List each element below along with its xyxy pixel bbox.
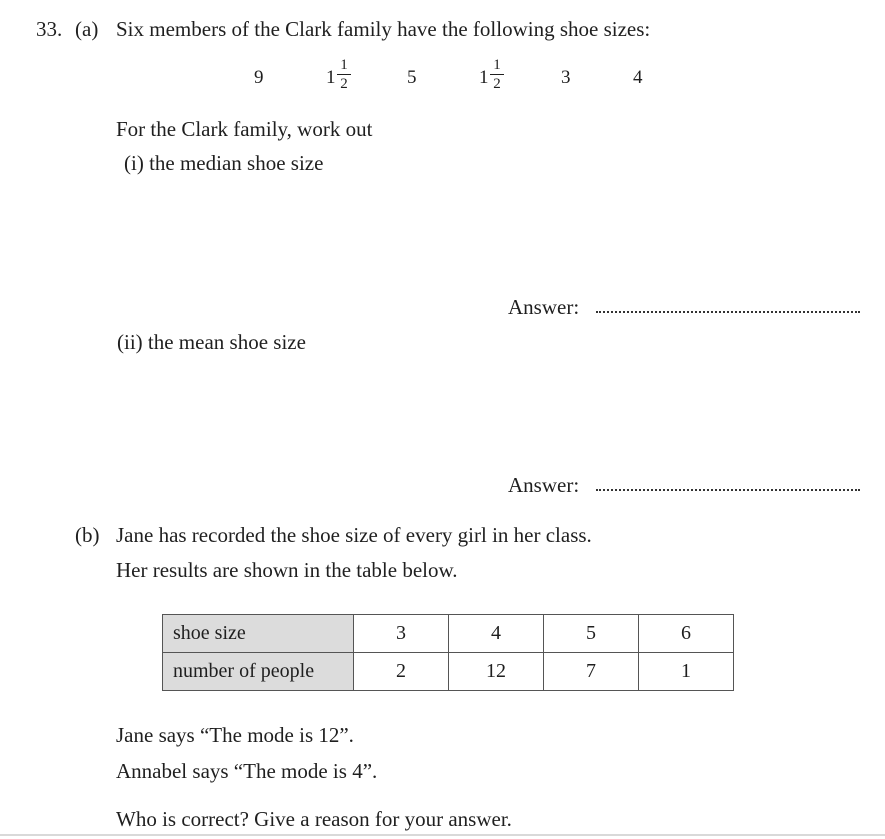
question-number: 33. bbox=[36, 17, 63, 41]
shoe-size-value: 4 bbox=[633, 67, 643, 88]
final-question: Who is correct? Give a reason for your answer. bbox=[116, 807, 512, 831]
shoe-size-value: 1 bbox=[326, 67, 336, 88]
table-cell: 2 bbox=[354, 653, 449, 691]
table-cell: 6 bbox=[639, 615, 734, 653]
table-row bbox=[163, 653, 734, 691]
table-cell: 5 bbox=[544, 615, 639, 653]
part-b-text-2: Her results are shown in the table below. bbox=[116, 558, 458, 582]
answer-line-i[interactable] bbox=[596, 311, 860, 313]
part-a-label: (a) bbox=[75, 17, 99, 41]
page-divider bbox=[0, 834, 885, 836]
part-ii-text: (ii) the mean shoe size bbox=[117, 330, 306, 354]
shoe-size-value: 5 bbox=[407, 67, 417, 88]
table-header-shoe-size: shoe size bbox=[163, 615, 354, 653]
shoe-size-table bbox=[162, 614, 734, 691]
shoe-size-value: 9 bbox=[254, 67, 264, 88]
table-row bbox=[163, 615, 734, 653]
table-cell: 12 bbox=[449, 653, 544, 691]
table-cell: 7 bbox=[544, 653, 639, 691]
shoe-size-fraction: 1 2 bbox=[490, 57, 504, 92]
table-cell: 1 bbox=[639, 653, 734, 691]
instruction-text: For the Clark family, work out bbox=[116, 117, 373, 141]
annabel-statement: Annabel says “The mode is 4”. bbox=[116, 759, 378, 783]
jane-statement: Jane says “The mode is 12”. bbox=[116, 723, 354, 747]
shoe-size-fraction: 1 2 bbox=[337, 57, 351, 92]
answer-label: Answer: bbox=[508, 295, 580, 319]
part-a-text: Six members of the Clark family have the following shoe sizes: bbox=[116, 17, 651, 41]
part-b-label: (b) bbox=[75, 523, 100, 547]
answer-line-ii[interactable] bbox=[596, 489, 860, 491]
part-i-text: (i) the median shoe size bbox=[124, 151, 324, 175]
shoe-size-value: 3 bbox=[561, 67, 571, 88]
answer-label: Answer: bbox=[508, 473, 580, 497]
table-cell: 3 bbox=[354, 615, 449, 653]
table-header-number-of-people: number of people bbox=[163, 653, 354, 691]
table-cell: 4 bbox=[449, 615, 544, 653]
part-b-text: Jane has recorded the shoe size of every girl in her class. bbox=[116, 523, 592, 547]
shoe-size-value: 1 bbox=[479, 67, 489, 88]
